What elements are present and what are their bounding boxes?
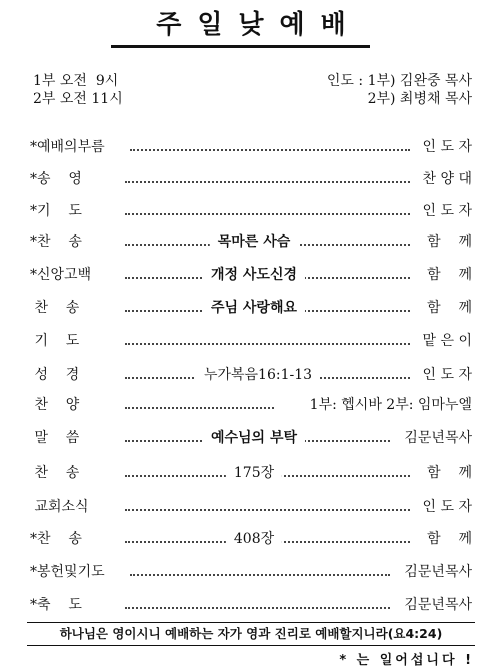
leader-2: 2부) 최병채 목사 bbox=[367, 91, 472, 107]
item-label: 말 씀 bbox=[30, 430, 80, 446]
leader-dots bbox=[125, 213, 410, 215]
scripture-verse: 하나님은 영이시니 예배하는 자가 영과 진리로 예배할지니라(요4:24) bbox=[59, 626, 443, 641]
item-person: 함 께 bbox=[421, 231, 472, 253]
stand-note: * 는 일어섭니다 ! bbox=[339, 653, 474, 668]
item-person: 함 께 bbox=[421, 462, 472, 484]
item-detail: 주님 사랑해요 bbox=[203, 297, 305, 319]
item-person: 김문년목사 bbox=[398, 427, 472, 449]
item-label: *찬 송 bbox=[30, 531, 82, 547]
item-label: 찬 양 bbox=[30, 397, 80, 413]
item-person: 김문년목사 bbox=[398, 561, 472, 583]
item-label: 찬 송 bbox=[30, 465, 80, 481]
worship-item-row bbox=[0, 462, 502, 484]
worship-item-row bbox=[0, 528, 502, 550]
item-person: 김문년목사 bbox=[398, 594, 472, 616]
item-detail: 175장 bbox=[226, 462, 282, 484]
leader-dots bbox=[125, 407, 274, 409]
item-person: 인 도 자 bbox=[417, 364, 472, 386]
page-title: 주일낮예배 bbox=[156, 10, 362, 40]
worship-item-row bbox=[0, 561, 502, 583]
item-label: *송 영 bbox=[30, 171, 82, 187]
service-time-2: 2부 오전 11시 bbox=[33, 91, 123, 107]
worship-item-row bbox=[0, 136, 502, 158]
leader-dots bbox=[130, 149, 410, 151]
worship-item-row bbox=[0, 231, 502, 253]
worship-item-row bbox=[0, 297, 502, 319]
item-person: 함 께 bbox=[421, 264, 472, 286]
item-label: *예배의부름 bbox=[30, 139, 105, 155]
worship-item-row bbox=[0, 427, 502, 449]
item-detail: 408장 bbox=[226, 528, 282, 550]
worship-item-row bbox=[0, 264, 502, 286]
item-label: 성 경 bbox=[30, 367, 80, 383]
item-label: *봉헌및기도 bbox=[30, 564, 105, 580]
item-detail: 목마른 사슴 bbox=[210, 231, 299, 253]
item-label: *기 도 bbox=[30, 203, 82, 219]
item-detail: 예수님의 부탁 bbox=[203, 427, 305, 449]
item-person: 맡 은 이 bbox=[417, 330, 472, 352]
worship-item-row bbox=[0, 394, 502, 416]
item-label: *신앙고백 bbox=[30, 267, 92, 283]
leader-dots bbox=[125, 509, 410, 511]
verse-box bbox=[27, 622, 475, 646]
worship-item-row bbox=[0, 168, 502, 190]
item-person: 찬 양 대 bbox=[417, 168, 472, 190]
worship-item-row bbox=[0, 594, 502, 616]
leader-dots bbox=[130, 574, 390, 576]
item-person: 인 도 자 bbox=[417, 496, 472, 518]
item-person: 인 도 자 bbox=[417, 200, 472, 222]
worship-item-row bbox=[0, 364, 502, 386]
item-person: 함 께 bbox=[421, 297, 472, 319]
leader-dots bbox=[125, 343, 410, 345]
worship-item-row bbox=[0, 200, 502, 222]
worship-item-row bbox=[0, 330, 502, 352]
worship-item-row bbox=[0, 496, 502, 518]
service-time-1: 1부 오전 9시 bbox=[33, 73, 119, 89]
item-label: *축 도 bbox=[30, 597, 82, 613]
item-label: 기 도 bbox=[30, 333, 80, 349]
item-label: 찬 송 bbox=[30, 300, 80, 316]
item-detail: 누가복음16:1-13 bbox=[196, 364, 320, 386]
item-label: *찬 송 bbox=[30, 234, 82, 250]
item-label: 교회소식 bbox=[30, 499, 89, 515]
leader-dots bbox=[125, 181, 410, 183]
item-person: 인 도 자 bbox=[417, 136, 472, 158]
item-detail: 1부: 헵시바 2부: 임마누엘 bbox=[304, 394, 472, 416]
leader-dots bbox=[125, 607, 390, 609]
item-person: 함 께 bbox=[421, 528, 472, 550]
leader-1: 인도 : 1부) 김완중 목사 bbox=[326, 73, 472, 89]
item-detail: 개정 사도신경 bbox=[203, 264, 305, 286]
